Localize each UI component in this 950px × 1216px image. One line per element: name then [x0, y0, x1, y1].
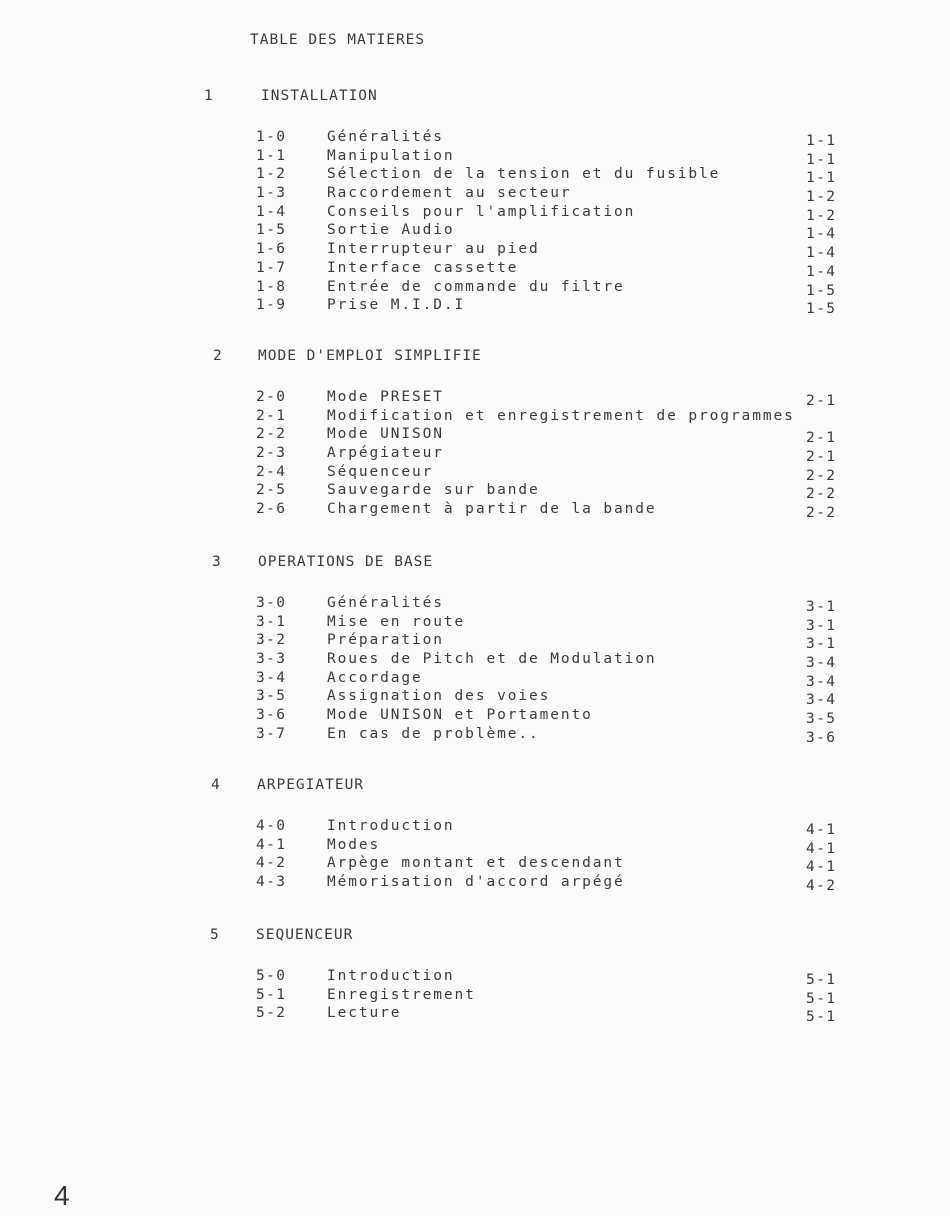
entry-number: 3-2	[256, 632, 287, 649]
entry-label: Mise en route	[327, 613, 466, 630]
toc-entry	[0, 426, 950, 445]
entry-label: Arpège montant et descendant	[327, 855, 625, 872]
entry-page-ref: 3-4	[806, 655, 837, 672]
section-title: MODE D'EMPLOI SIMPLIFIE	[258, 348, 482, 364]
section-number: 4	[211, 777, 221, 793]
entry-label: Raccordement au secteur	[327, 185, 572, 202]
section-title: SEQUENCEUR	[256, 927, 354, 943]
entry-number: 4-2	[256, 855, 287, 872]
toc-entry	[0, 185, 950, 204]
entry-label: Interrupteur au pied	[327, 241, 540, 258]
entry-page-ref: 4-1	[806, 840, 837, 857]
entry-page-ref: 1-2	[806, 189, 837, 206]
toc-entry	[0, 874, 950, 893]
toc-entry	[0, 987, 950, 1006]
toc-entry	[0, 279, 950, 298]
entry-label: Mode UNISON et Portamento	[327, 707, 593, 724]
entry-label: Séquenceur	[327, 463, 434, 480]
toc-entry	[0, 260, 950, 279]
toc-entry	[0, 148, 950, 167]
entry-label: Généralités	[327, 129, 444, 145]
toc-entry	[0, 855, 950, 874]
entry-number: 3-6	[256, 707, 287, 724]
toc-entry	[0, 408, 950, 427]
entry-page-ref: 3-1	[806, 636, 837, 653]
entry-label: Roues de Pitch et de Modulation	[327, 651, 657, 668]
entry-label: Mode PRESET	[327, 389, 444, 405]
entry-page-ref: 2-2	[806, 486, 837, 503]
section-header	[0, 927, 950, 947]
section-header	[0, 554, 950, 574]
entry-page-ref: 2-1	[806, 393, 837, 409]
entry-page-ref: 1-1	[806, 133, 837, 149]
entry-number: 1-2	[256, 166, 287, 183]
toc-entry	[0, 651, 950, 670]
entry-page-ref: 1-2	[806, 207, 837, 224]
toc-entry	[0, 632, 950, 651]
entry-number: 1-8	[256, 278, 287, 295]
entry-label: Enregistrement	[327, 986, 476, 1003]
section-header	[0, 348, 950, 368]
toc-entry	[0, 204, 950, 223]
entry-label: Prise M.I.D.I	[327, 297, 466, 314]
entry-list	[0, 818, 950, 893]
entry-number: 1-7	[256, 259, 287, 276]
entry-page-ref: 2-2	[806, 505, 837, 522]
entry-list	[0, 129, 950, 316]
entry-page-ref: 1-4	[806, 263, 837, 280]
entry-label: Conseils pour l'amplification	[327, 203, 636, 220]
toc-entry	[0, 297, 950, 316]
entry-page-ref: 5-1	[806, 990, 837, 1007]
entry-page-ref: 3-6	[806, 729, 837, 746]
entry-label: Manipulation	[327, 147, 455, 164]
entry-number: 1-9	[256, 297, 287, 314]
entry-label: Assignation des voies	[327, 688, 551, 705]
entry-label: En cas de problème..	[327, 725, 540, 742]
entry-label: Chargement à partir de la bande	[327, 501, 657, 518]
entry-number: 3-7	[256, 725, 287, 742]
page-number: 4	[54, 1180, 70, 1211]
entry-number: 3-1	[256, 613, 287, 630]
toc-entry	[0, 670, 950, 689]
toc-entry	[0, 482, 950, 501]
entry-page-ref: 1-1	[806, 151, 837, 168]
entry-number: 3-3	[256, 651, 287, 668]
toc-entry	[0, 129, 950, 148]
toc-entry	[0, 707, 950, 726]
entry-number: 5-2	[256, 1005, 287, 1022]
section-header	[0, 777, 950, 797]
entry-list	[0, 968, 950, 1024]
section-mode-emploi	[0, 348, 950, 520]
entry-page-ref: 5-1	[806, 972, 837, 988]
entry-label: Introduction	[327, 818, 455, 834]
section-arpegiateur	[0, 777, 950, 893]
section-number: 2	[213, 348, 223, 364]
entry-label: Mémorisation d'accord arpégé	[327, 874, 625, 891]
entry-number: 1-4	[256, 203, 287, 220]
entry-number: 2-4	[256, 463, 287, 480]
toc-entry	[0, 241, 950, 260]
toc-entry	[0, 1005, 950, 1024]
entry-number: 2-1	[256, 407, 287, 424]
entry-number: 5-0	[256, 968, 287, 984]
entry-page-ref: 2-2	[806, 467, 837, 484]
section-operations	[0, 554, 950, 745]
entry-page-ref: 1-5	[806, 301, 837, 318]
entry-label: Sortie Audio	[327, 222, 455, 239]
entry-page-ref: 1-4	[806, 245, 837, 262]
document-title: TABLE DES MATIERES	[250, 32, 426, 48]
entry-number: 4-0	[256, 818, 287, 834]
section-number: 3	[212, 554, 222, 570]
entry-number: 4-3	[256, 874, 287, 891]
entry-number: 2-3	[256, 445, 287, 462]
toc-entry	[0, 726, 950, 745]
toc-entry	[0, 614, 950, 633]
entry-label: Arpégiateur	[327, 445, 444, 462]
entry-list	[0, 389, 950, 520]
entry-number: 1-3	[256, 185, 287, 202]
entry-page-ref: 3-4	[806, 673, 837, 690]
entry-number: 1-1	[256, 147, 287, 164]
entry-number: 2-6	[256, 501, 287, 518]
entry-page-ref: 3-1	[806, 617, 837, 634]
entry-page-ref: 4-1	[806, 822, 837, 838]
entry-number: 3-0	[256, 595, 287, 611]
entry-list	[0, 595, 950, 745]
entry-number: 4-1	[256, 836, 287, 853]
entry-page-ref: 4-2	[806, 878, 837, 895]
section-number: 5	[210, 927, 220, 943]
entry-number: 1-5	[256, 222, 287, 239]
toc-entry	[0, 501, 950, 520]
entry-page-ref: 3-1	[806, 599, 837, 615]
entry-label: Sauvegarde sur bande	[327, 482, 540, 499]
entry-label: Préparation	[327, 632, 444, 649]
entry-label: Généralités	[327, 595, 444, 611]
toc-entry	[0, 464, 950, 483]
entry-number: 1-6	[256, 241, 287, 258]
section-number: 1	[204, 88, 214, 104]
entry-label: Interface cassette	[327, 259, 519, 276]
entry-label: Introduction	[327, 968, 455, 984]
entry-number: 2-2	[256, 426, 287, 443]
section-sequenceur	[0, 927, 950, 1024]
entry-label: Sélection de la tension et du fusible	[327, 166, 721, 183]
entry-page-ref: 1-4	[806, 226, 837, 243]
section-header	[0, 88, 950, 108]
entry-label: Modification et enregistrement de programmes	[327, 407, 795, 424]
entry-label: Lecture	[327, 1005, 402, 1022]
entry-number: 2-0	[256, 389, 287, 405]
toc-entry	[0, 837, 950, 856]
entry-label: Mode UNISON	[327, 426, 444, 443]
toc-entry	[0, 389, 950, 408]
entry-page-ref: 3-5	[806, 711, 837, 728]
toc-entry	[0, 222, 950, 241]
entry-label: Accordage	[327, 669, 423, 686]
entry-number: 2-5	[256, 482, 287, 499]
toc-entry	[0, 968, 950, 987]
entry-label: Modes	[327, 836, 381, 853]
toc-entry	[0, 818, 950, 837]
entry-number: 3-5	[256, 688, 287, 705]
entry-page-ref: 3-4	[806, 692, 837, 709]
section-title: ARPEGIATEUR	[257, 777, 365, 793]
entry-page-ref: 4-1	[806, 859, 837, 876]
section-title: INSTALLATION	[261, 88, 378, 104]
toc-entry	[0, 688, 950, 707]
toc-entry	[0, 166, 950, 185]
entry-page-ref: 1-1	[806, 170, 837, 187]
toc-entry	[0, 445, 950, 464]
entry-page-ref: 1-5	[806, 282, 837, 299]
entry-label: Entrée de commande du filtre	[327, 278, 625, 295]
entry-page-ref: 2-1	[806, 430, 837, 447]
entry-number: 5-1	[256, 986, 287, 1003]
toc-entry	[0, 595, 950, 614]
entry-number: 3-4	[256, 669, 287, 686]
section-installation	[0, 88, 950, 316]
entry-page-ref: 5-1	[806, 1009, 837, 1026]
entry-page-ref: 2-1	[806, 449, 837, 466]
entry-number: 1-0	[256, 129, 287, 145]
section-title: OPERATIONS DE BASE	[258, 554, 434, 570]
